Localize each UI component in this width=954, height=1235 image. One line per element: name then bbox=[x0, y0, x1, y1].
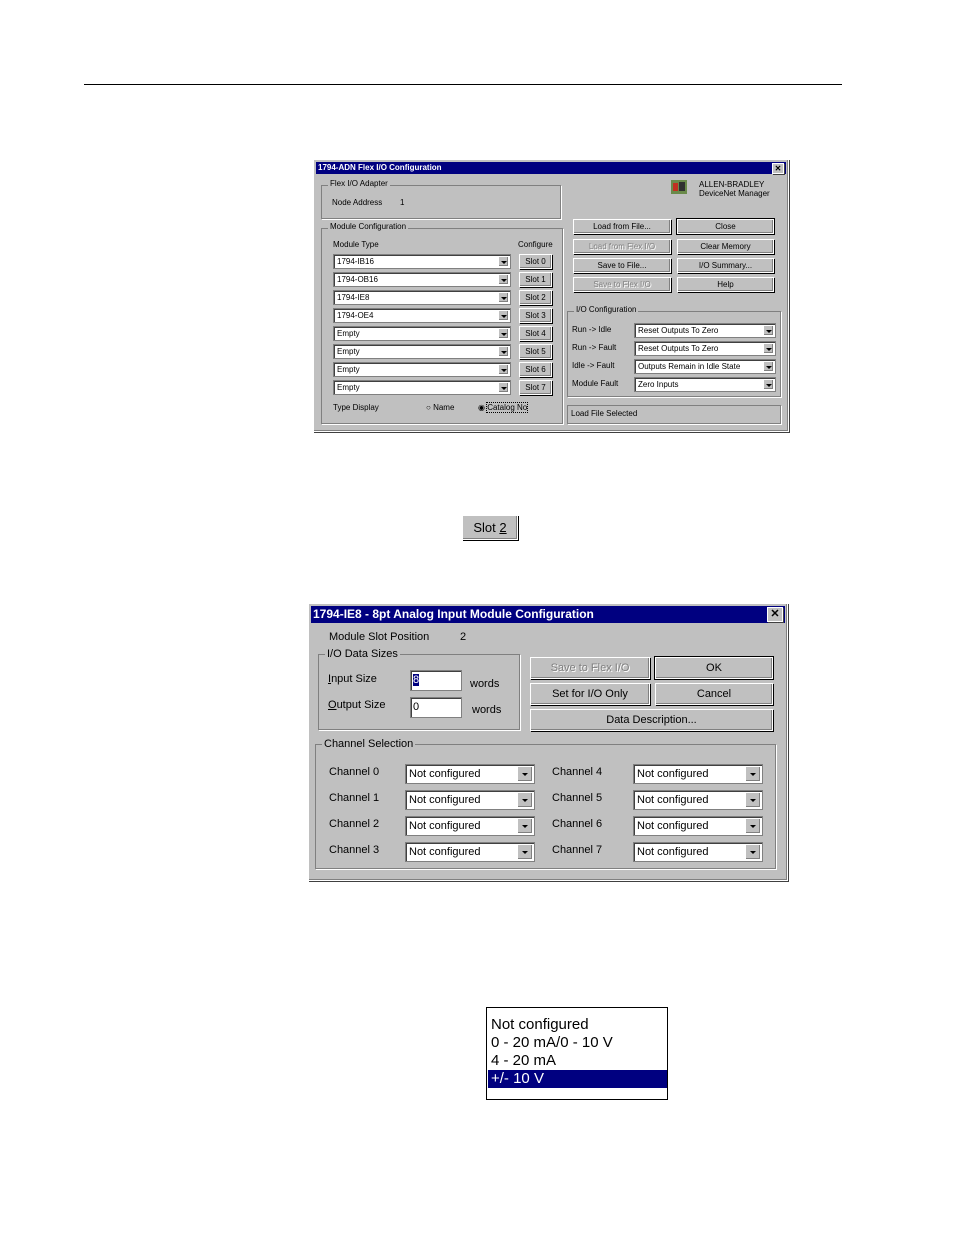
chevron-down-icon[interactable] bbox=[498, 328, 509, 339]
io-row-select-2[interactable] bbox=[634, 359, 776, 374]
channel-selection-label: Channel Selection bbox=[324, 738, 414, 750]
channel-label-0: Channel 0 bbox=[329, 766, 380, 778]
chevron-down-icon[interactable] bbox=[498, 364, 509, 375]
module-type-select-1-value: 1794-OB16 bbox=[337, 275, 378, 284]
module-config-group bbox=[321, 222, 563, 424]
io-config-group-label: I/O Configuration bbox=[576, 305, 637, 314]
channel-select-6[interactable] bbox=[633, 816, 763, 836]
radio-catalog-label: Catalog No bbox=[487, 403, 528, 412]
io-row-select-0-value: Reset Outputs To Zero bbox=[638, 326, 719, 335]
module-type-select-7-value: Empty bbox=[337, 383, 360, 392]
output-size-rest: utput Size bbox=[336, 699, 386, 711]
flex-dialog-titlebar bbox=[316, 162, 786, 174]
configure-header: Configure bbox=[518, 240, 553, 249]
channel-label-1: Channel 1 bbox=[329, 792, 380, 804]
input-size-rest: nput Size bbox=[331, 673, 377, 685]
channel-selection-group bbox=[315, 738, 776, 869]
slot-3-button[interactable]: Slot 3 bbox=[519, 308, 552, 323]
slot-5-button[interactable]: Slot 5 bbox=[519, 344, 552, 359]
ie8-dialog-titlebar bbox=[311, 606, 785, 623]
channel-label-2: Channel 2 bbox=[329, 818, 380, 830]
data-description-button[interactable]: Data Description... bbox=[530, 709, 773, 731]
slot-2-button[interactable]: Slot 2 bbox=[519, 290, 552, 305]
channel-select-2[interactable] bbox=[405, 816, 535, 836]
input-size-key: I bbox=[328, 673, 332, 685]
logo-line1: ALLEN-BRADLEY bbox=[699, 180, 765, 189]
io-row-label-3: Module Fault bbox=[572, 379, 619, 388]
io-summary-button[interactable]: I/O Summary... bbox=[677, 258, 774, 273]
ok-button[interactable]: OK bbox=[655, 657, 773, 679]
module-type-select-2[interactable] bbox=[333, 290, 511, 305]
slot-6-button[interactable]: Slot 6 bbox=[519, 362, 552, 377]
logo-line2: DeviceNet Manager bbox=[699, 189, 770, 198]
slot-2-key: 2 bbox=[499, 520, 507, 535]
module-type-select-7[interactable] bbox=[333, 380, 511, 395]
chevron-down-icon[interactable] bbox=[498, 292, 509, 303]
radio-name[interactable]: ○ Name bbox=[426, 403, 455, 412]
channel-label-4: Channel 4 bbox=[552, 766, 603, 778]
flex-io-config-dialog bbox=[313, 159, 789, 432]
output-size-field[interactable] bbox=[410, 697, 462, 718]
io-data-sizes-label: I/O Data Sizes bbox=[327, 648, 398, 660]
close-icon[interactable]: ✕ bbox=[772, 163, 784, 174]
output-size-label bbox=[328, 699, 385, 711]
channel-select-4-value: Not configured bbox=[637, 768, 709, 780]
range-option-0[interactable]: Not configured bbox=[491, 1016, 589, 1033]
io-row-label-2: Idle -> Fault bbox=[572, 361, 615, 370]
module-config-group-label: Module Configuration bbox=[330, 222, 407, 231]
channel-select-5[interactable] bbox=[633, 790, 763, 810]
io-row-select-2-value: Outputs Remain in Idle State bbox=[638, 362, 741, 371]
output-size-key: O bbox=[328, 699, 337, 711]
flex-dialog-title: 1794-ADN Flex I/O Configuration bbox=[318, 163, 442, 172]
channel-select-2-value: Not configured bbox=[409, 820, 481, 832]
save-to-file-button[interactable]: Save to File... bbox=[573, 258, 671, 273]
channel-select-3[interactable] bbox=[405, 842, 535, 862]
slot-position-value: 2 bbox=[460, 631, 467, 643]
slot-1-button[interactable]: Slot 1 bbox=[519, 272, 552, 287]
slot-position-label: Module Slot Position bbox=[329, 631, 430, 643]
ie8-dialog-title: 1794-IE8 - 8pt Analog Input Module Configuration bbox=[313, 607, 594, 621]
io-row-select-3-value: Zero Inputs bbox=[638, 380, 679, 389]
radio-catalog-no[interactable]: ◉ Catalog No bbox=[478, 403, 528, 412]
output-words-label: words bbox=[472, 704, 502, 716]
channel-label-3: Channel 3 bbox=[329, 844, 380, 856]
chevron-down-icon[interactable] bbox=[763, 343, 774, 354]
chevron-down-icon[interactable] bbox=[745, 792, 761, 808]
channel-select-7[interactable] bbox=[633, 842, 763, 862]
channel-select-0-value: Not configured bbox=[409, 768, 481, 780]
module-type-select-4[interactable] bbox=[333, 326, 511, 341]
slot-0-button[interactable]: Slot 0 bbox=[519, 254, 552, 269]
channel-select-7-value: Not configured bbox=[637, 846, 709, 858]
header-rule bbox=[84, 84, 842, 85]
module-type-select-5-value: Empty bbox=[337, 347, 360, 356]
module-type-select-3-value: 1794-OE4 bbox=[337, 311, 374, 320]
io-row-select-0[interactable] bbox=[634, 323, 776, 338]
output-size-value: 0 bbox=[413, 701, 420, 713]
io-row-select-1[interactable] bbox=[634, 341, 776, 356]
module-type-select-6-value: Empty bbox=[337, 365, 360, 374]
channel-select-3-value: Not configured bbox=[409, 846, 481, 858]
module-type-select-3[interactable] bbox=[333, 308, 511, 323]
input-range-listbox[interactable] bbox=[486, 1007, 668, 1100]
channel-label-5: Channel 5 bbox=[552, 792, 603, 804]
chevron-down-icon[interactable] bbox=[745, 766, 761, 782]
slot-7-button[interactable]: Slot 7 bbox=[519, 380, 552, 395]
module-type-header: Module Type bbox=[333, 240, 379, 249]
io-row-label-0: Run -> Idle bbox=[572, 325, 612, 334]
help-button[interactable]: Help bbox=[677, 277, 774, 292]
channel-select-6-value: Not configured bbox=[637, 820, 709, 832]
chevron-down-icon[interactable] bbox=[498, 346, 509, 357]
set-io-only-button[interactable]: Set for I/O Only bbox=[530, 683, 650, 705]
io-data-sizes-group bbox=[318, 648, 520, 730]
status-bar bbox=[567, 405, 781, 424]
close-icon[interactable]: ✕ bbox=[767, 607, 783, 622]
slot-2-prefix: Slot bbox=[473, 520, 500, 535]
module-type-select-6[interactable] bbox=[333, 362, 511, 377]
chevron-down-icon[interactable] bbox=[763, 379, 774, 390]
chevron-down-icon[interactable] bbox=[763, 325, 774, 336]
module-type-select-0[interactable] bbox=[333, 254, 511, 269]
chevron-down-icon[interactable] bbox=[498, 310, 509, 321]
status-text: Load File Selected bbox=[571, 409, 638, 418]
load-from-flex-button[interactable]: Load from Flex I/O bbox=[573, 239, 671, 254]
channel-select-0[interactable] bbox=[405, 764, 535, 784]
io-row-select-3[interactable] bbox=[634, 377, 776, 392]
type-display-label: Type Display bbox=[333, 403, 379, 412]
io-config-group bbox=[567, 305, 781, 397]
channel-select-5-value: Not configured bbox=[637, 794, 709, 806]
save-to-flex-button[interactable]: Save to Flex I/O bbox=[530, 657, 650, 679]
chevron-down-icon[interactable] bbox=[498, 274, 509, 285]
range-option-3[interactable]: +/- 10 V bbox=[488, 1070, 667, 1088]
chevron-down-icon[interactable] bbox=[745, 818, 761, 834]
node-address-label: Node Address bbox=[332, 198, 383, 207]
ie8-config-dialog bbox=[308, 603, 788, 881]
chevron-down-icon[interactable] bbox=[517, 792, 533, 808]
module-type-select-0-value: 1794-IB16 bbox=[337, 257, 374, 266]
input-size-value: 8 bbox=[413, 674, 420, 686]
channel-select-1[interactable] bbox=[405, 790, 535, 810]
chevron-down-icon[interactable] bbox=[498, 256, 509, 267]
module-type-select-1[interactable] bbox=[333, 272, 511, 287]
io-row-select-1-value: Reset Outputs To Zero bbox=[638, 344, 719, 353]
range-option-1[interactable]: 0 - 20 mA/0 - 10 V bbox=[491, 1034, 613, 1051]
channel-select-4[interactable] bbox=[633, 764, 763, 784]
chevron-down-icon[interactable] bbox=[745, 844, 761, 860]
flex-adapter-group-label: Flex I/O Adapter bbox=[330, 179, 388, 188]
slot-4-button[interactable]: Slot 4 bbox=[519, 326, 552, 341]
channel-label-7: Channel 7 bbox=[552, 844, 603, 856]
close-button[interactable]: Close bbox=[677, 219, 774, 234]
chevron-down-icon[interactable] bbox=[763, 361, 774, 372]
cancel-button[interactable]: Cancel bbox=[655, 683, 773, 705]
input-size-label bbox=[328, 673, 377, 685]
save-to-flex-button[interactable]: Save to Flex I/O bbox=[573, 277, 671, 292]
io-row-label-1: Run -> Fault bbox=[572, 343, 617, 352]
chevron-down-icon[interactable] bbox=[498, 382, 509, 393]
load-from-file-button[interactable]: Load from File... bbox=[573, 219, 671, 234]
module-type-select-4-value: Empty bbox=[337, 329, 360, 338]
radio-name-label: Name bbox=[433, 403, 455, 412]
input-words-label: words bbox=[470, 678, 500, 690]
clear-memory-button[interactable]: Clear Memory bbox=[677, 239, 774, 254]
chevron-down-icon[interactable] bbox=[517, 766, 533, 782]
range-option-2[interactable]: 4 - 20 mA bbox=[491, 1052, 557, 1069]
module-type-select-5[interactable] bbox=[333, 344, 511, 359]
input-size-field[interactable] bbox=[410, 670, 462, 691]
allen-bradley-logo-icon bbox=[671, 180, 687, 194]
node-address-value: 1 bbox=[400, 198, 405, 207]
chevron-down-icon[interactable] bbox=[517, 844, 533, 860]
slot-2-button[interactable] bbox=[462, 515, 518, 540]
flex-adapter-group bbox=[321, 179, 561, 219]
channel-label-6: Channel 6 bbox=[552, 818, 603, 830]
chevron-down-icon[interactable] bbox=[517, 818, 533, 834]
module-type-select-2-value: 1794-IE8 bbox=[337, 293, 370, 302]
channel-select-1-value: Not configured bbox=[409, 794, 481, 806]
